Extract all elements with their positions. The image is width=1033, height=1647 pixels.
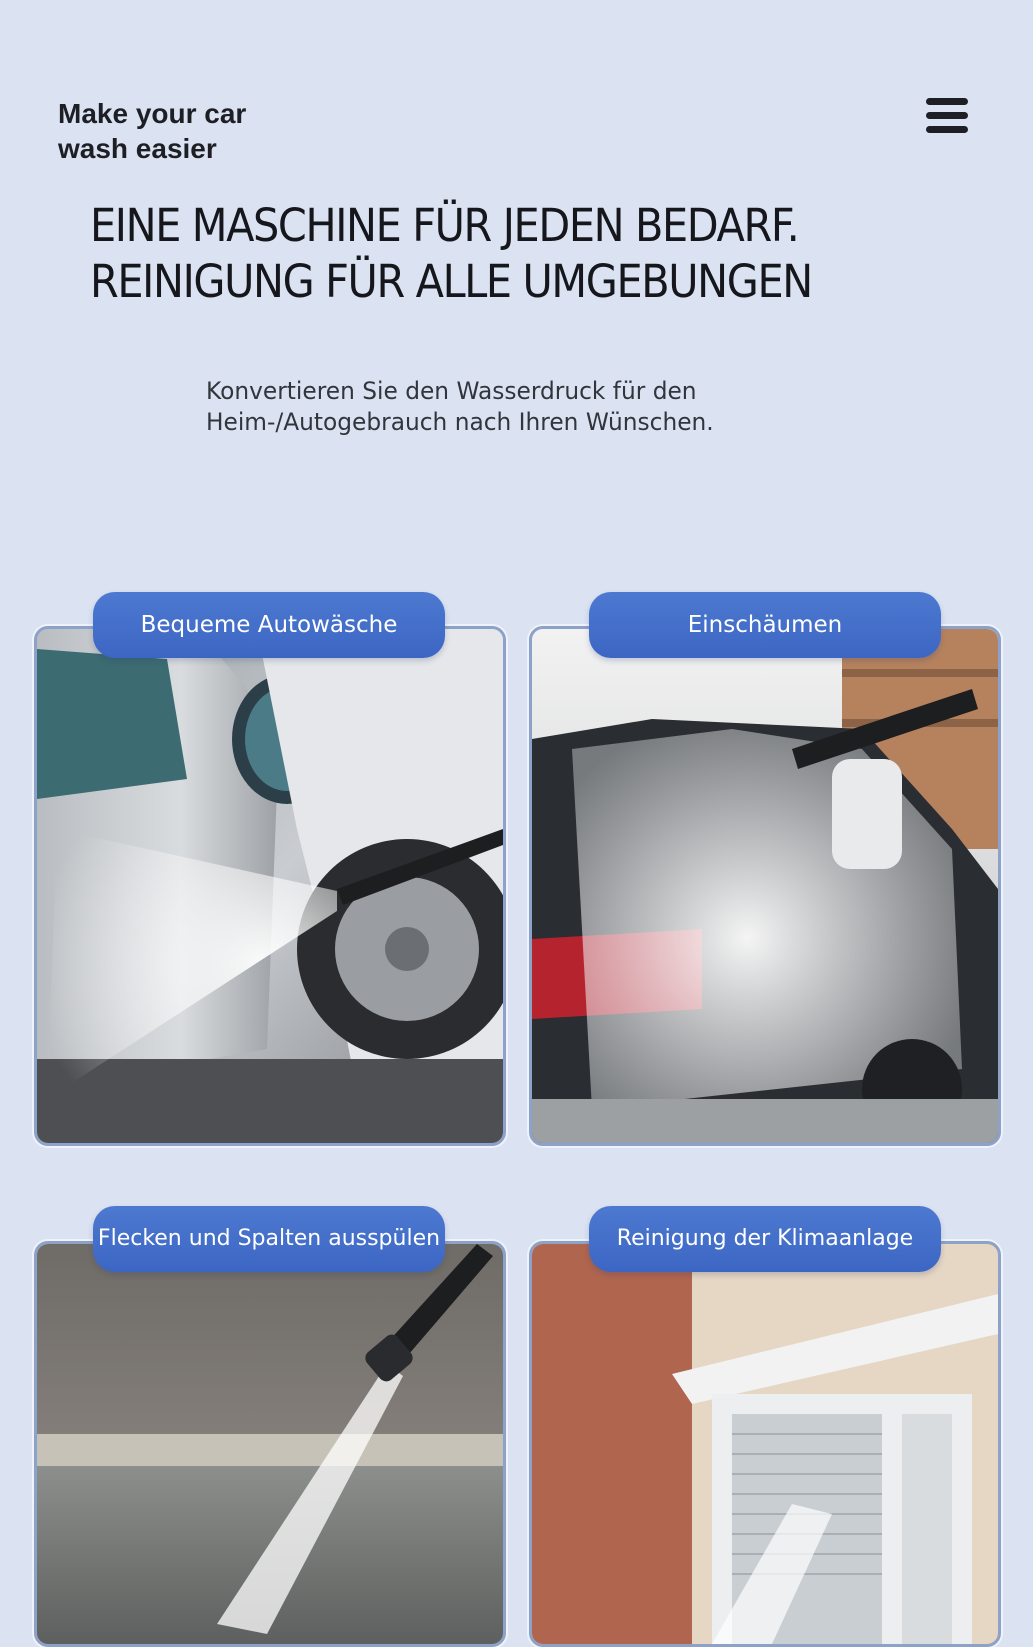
ac-cleaning-image <box>532 1244 998 1644</box>
brand-line-2: wash easier <box>58 133 217 164</box>
page-headline <box>90 198 900 310</box>
menu-bar-top <box>926 98 968 105</box>
subline-line-2: Heim-/Autogebrauch nach Ihren Wünschen. <box>206 408 714 436</box>
feature-pill-ac[interactable]: Reinigung der Klimaanlage <box>589 1206 941 1272</box>
brand-line-1: Make your car <box>58 98 247 129</box>
car-wash-image <box>37 629 503 1143</box>
feature-pill-car-wash[interactable]: Bequeme Autowäsche <box>93 592 445 658</box>
menu-bar-bottom <box>926 126 968 133</box>
menu-bar-middle <box>926 112 968 119</box>
flush-image <box>37 1244 503 1644</box>
feature-pill-flush[interactable]: Flecken und Spalten ausspülen <box>93 1206 445 1272</box>
feature-card-ac[interactable] <box>529 1241 1001 1647</box>
headline-line-1: EINE MASCHINE FÜR JEDEN BEDARF. <box>90 199 799 252</box>
feature-card-car-wash[interactable] <box>34 626 506 1146</box>
feature-card-flush[interactable] <box>34 1241 506 1647</box>
subline-line-1: Konvertieren Sie den Wasserdruck für den <box>206 377 697 405</box>
foam-image <box>532 629 998 1143</box>
brand-tagline <box>58 96 246 166</box>
page-subline <box>206 376 827 438</box>
hamburger-menu-icon[interactable] <box>924 96 970 136</box>
feature-card-foam[interactable] <box>529 626 1001 1146</box>
feature-pill-foam[interactable]: Einschäumen <box>589 592 941 658</box>
headline-line-2: REINIGUNG FÜR ALLE UMGEBUNGEN <box>90 255 812 308</box>
